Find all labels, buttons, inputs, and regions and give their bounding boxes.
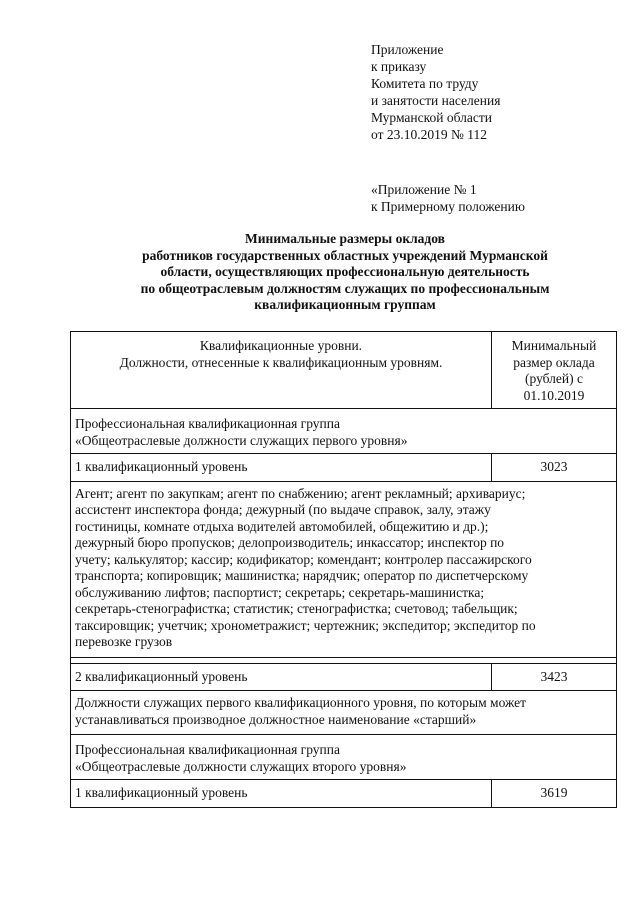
level-salary-value: 3023	[492, 454, 617, 482]
positions-cell	[71, 691, 617, 735]
header-salary-line: Минимальный	[511, 338, 597, 353]
order-reference-line: Приложение	[371, 42, 444, 57]
order-reference-block	[371, 41, 500, 143]
document-title-line: по общеотраслевым должностям служащих по профессиональным	[140, 280, 550, 296]
document-title-line: Минимальные размеры окладов	[245, 231, 445, 246]
positions-line: дежурный бюро пропусков; делопроизводитель; инкассатор; инспектор по	[75, 535, 505, 550]
document-title	[70, 231, 620, 314]
document-title-line: квалификационным группам	[254, 297, 436, 313]
header-salary-line: размер оклада	[513, 354, 595, 370]
positions-line: Должности служащих первого квалификационного уровня, по которым может	[75, 695, 527, 710]
positions-row	[71, 481, 617, 657]
order-reference-line: Комитета по труду	[371, 76, 479, 91]
level-salary-value: 3619	[492, 780, 617, 808]
order-reference-line: и занятости населения	[371, 93, 501, 108]
level-label: 2 квалификационный уровень	[71, 663, 492, 691]
group-row	[71, 409, 617, 454]
group-heading-name: «Общеотраслевые должности служащих первого уровня»	[75, 432, 408, 448]
header-salary-line: 01.10.2019	[523, 387, 585, 403]
group-heading-line: Профессиональная квалификационная группа	[75, 742, 340, 757]
positions-row	[71, 691, 617, 735]
group-heading-cell	[71, 409, 617, 454]
level-salary-value: 3423	[492, 663, 617, 691]
positions-line: секретарь-стенографистка; статистик; стенографистка; счетовод; табельщик;	[75, 601, 518, 616]
order-reference-line: к приказу	[371, 59, 427, 74]
header-positions-line: Должности, отнесенные к квалификационным уровням.	[119, 354, 443, 370]
level-row	[71, 663, 617, 691]
positions-line: Агент; агент по закупкам; агент по снабжению; агент рекламный; архивариус;	[75, 485, 526, 501]
header-levels-cell	[71, 332, 492, 409]
positions-line: учету; калькулятор; кассир; кодификатор; комендант; контролер пассажирского	[75, 551, 532, 567]
appendix-reference-line: «Приложение № 1	[371, 182, 477, 197]
document-title-line: области, осуществляющих профессиональную деятельность	[160, 264, 530, 280]
level-label: 1 квалификационный уровень	[71, 454, 492, 482]
header-levels-line: Квалификационные уровни.	[199, 338, 363, 353]
group-heading-line: Профессиональная квалификационная группа	[75, 416, 340, 431]
level-label: 1 квалификационный уровень	[71, 780, 492, 808]
header-salary-line: (рублей) с	[525, 371, 583, 386]
group-heading-cell	[71, 735, 617, 780]
positions-line: устанавливаться производное должностное наименование «старший»	[75, 711, 477, 727]
positions-line: обслуживанию лифтов; паспортист; секретарь; секретарь-машинистка;	[75, 584, 485, 600]
positions-line: транспорта; копировщик; машинистка; нарядчик; оператор по диспетчерскому	[75, 568, 529, 583]
positions-cell	[71, 481, 617, 657]
group-heading-name: «Общеотраслевые должности служащих второго уровня»	[75, 758, 407, 774]
appendix-reference-line: к Примерному положению	[371, 199, 525, 214]
order-reference-line: Мурманской области	[371, 110, 492, 125]
appendix-reference-block	[371, 181, 525, 215]
positions-line: гостиницы, комнате отдыха водителей автомобилей, общежитию и др.);	[75, 518, 489, 534]
positions-line: перевозке грузов	[75, 634, 173, 649]
table-header-row	[71, 332, 617, 409]
header-salary-cell	[492, 332, 617, 409]
positions-line: ассистент инспектора фонда; дежурный (по выдаче справок, залу, этажу	[75, 502, 491, 517]
positions-line: таксировщик; учетчик; хронометражист; чертежник; экспедитор; экспедитор по	[75, 617, 536, 633]
level-row	[71, 454, 617, 482]
salary-table	[70, 331, 617, 808]
group-row	[71, 735, 617, 780]
order-reference-line: от 23.10.2019 № 112	[371, 127, 487, 142]
level-row	[71, 780, 617, 808]
document-title-line: работников государственных областных учреждений Мурманской	[142, 247, 548, 263]
